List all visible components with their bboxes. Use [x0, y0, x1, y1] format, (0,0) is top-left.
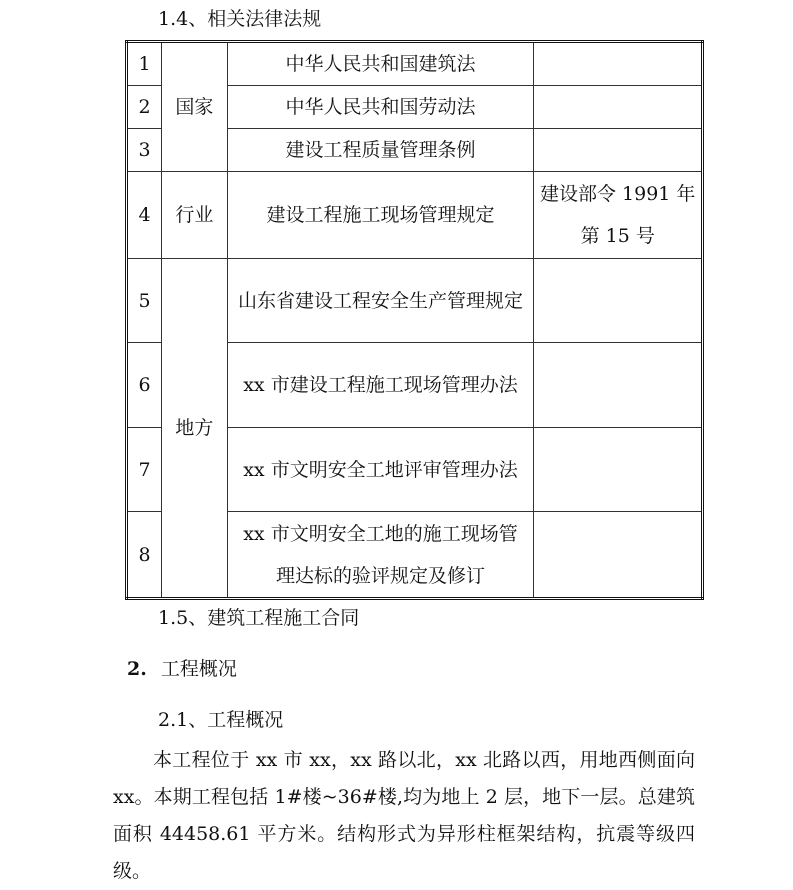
regulation-name: 建设工程质量管理条例 [227, 129, 534, 172]
section-heading-1-5: 1.5、建筑工程施工合同 [158, 607, 360, 629]
regulation-name: 山东省建设工程安全生产管理规定 [227, 259, 534, 343]
row-number: 5 [127, 259, 162, 343]
regulation-name: xx 市文明安全工地评审管理办法 [227, 428, 534, 512]
document-number [534, 42, 703, 86]
regulation-name: xx 市建设工程施工现场管理办法 [227, 343, 534, 428]
table-row [127, 259, 703, 343]
section-title: 工程概况 [160, 658, 237, 680]
document-number [534, 428, 703, 512]
row-number: 6 [127, 343, 162, 428]
row-number: 3 [127, 129, 162, 172]
laws-regulations-table [125, 40, 704, 600]
document-number [534, 86, 703, 129]
row-number: 7 [127, 428, 162, 512]
table-row [127, 172, 703, 259]
section-heading-2 [127, 658, 237, 680]
level-cell-local: 地方 [162, 259, 227, 599]
regulation-name: 中华人民共和国劳动法 [227, 86, 534, 129]
row-number: 4 [127, 172, 162, 259]
document-number [534, 259, 703, 343]
document-number [534, 343, 703, 428]
document-number [534, 129, 703, 172]
level-cell-industry: 行业 [162, 172, 227, 259]
table-row [127, 42, 703, 86]
document-number: 建设部令 1991 年第 15 号 [534, 172, 703, 259]
row-number: 8 [127, 512, 162, 599]
regulation-name: 中华人民共和国建筑法 [227, 42, 534, 86]
section-number: 2. [127, 658, 147, 680]
regulation-name: xx 市文明安全工地的施工现场管理达标的验评规定及修订 [227, 512, 534, 599]
row-number: 2 [127, 86, 162, 129]
section-heading-2-1: 2.1、工程概况 [158, 709, 284, 731]
regulation-name: 建设工程施工现场管理规定 [227, 172, 534, 259]
row-number: 1 [127, 42, 162, 86]
level-cell-national: 国家 [162, 42, 227, 172]
section-heading-1-4: 1.4、相关法律法规 [158, 8, 322, 30]
document-number [534, 512, 703, 599]
project-overview-paragraph: 本工程位于 xx 市 xx，xx 路以北，xx 北路以西，用地西侧面向 xx。本期工程包括 1#楼~36#楼,均为地上 2 层，地下一层。总建筑面积 44458.61 平方米。结构形式为异形柱框架结构，抗震等级四级。 [113, 749, 695, 882]
